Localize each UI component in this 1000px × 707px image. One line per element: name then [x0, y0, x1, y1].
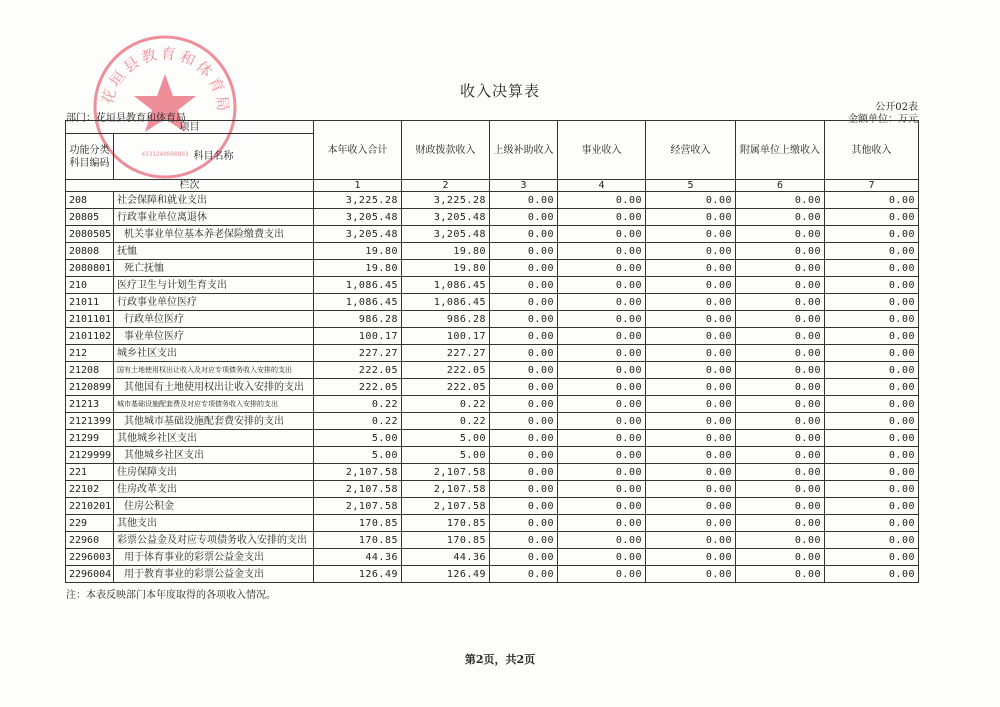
- amount-cell: 1,086.45: [402, 294, 490, 311]
- function-code: 210: [66, 277, 114, 294]
- col-number: 3: [490, 180, 558, 192]
- amount-cell: 0.00: [736, 260, 825, 277]
- header-subject-name: 科目名称: [114, 134, 314, 180]
- amount-cell: 0.00: [825, 209, 919, 226]
- amount-cell: 0.00: [736, 243, 825, 260]
- amount-cell: 0.00: [825, 328, 919, 345]
- amount-cell: 0.22: [314, 413, 402, 430]
- subject-name: 行政事业单位医疗: [114, 294, 314, 311]
- header-project: 项目: [66, 121, 314, 134]
- function-code: 208: [66, 192, 114, 209]
- amount-cell: 0.00: [736, 498, 825, 515]
- amount-cell: 0.00: [558, 515, 646, 532]
- col-number: 5: [646, 180, 736, 192]
- amount-cell: 0.00: [558, 277, 646, 294]
- amount-cell: 0.00: [558, 294, 646, 311]
- subject-name: 城市基础设施配套费及对应专项债务收入安排的支出: [114, 396, 314, 413]
- table-row: [66, 345, 919, 362]
- income-table: [65, 120, 919, 583]
- amount-cell: 0.00: [646, 515, 736, 532]
- amount-cell: 170.85: [402, 515, 490, 532]
- amount-cell: 0.00: [646, 277, 736, 294]
- amount-cell: 0.00: [646, 532, 736, 549]
- amount-cell: 222.05: [402, 379, 490, 396]
- table-row: [66, 549, 919, 566]
- amount-cell: 227.27: [314, 345, 402, 362]
- amount-cell: 2,107.58: [314, 481, 402, 498]
- amount-cell: 5.00: [402, 447, 490, 464]
- amount-cell: 0.00: [646, 430, 736, 447]
- amount-cell: 0.00: [558, 396, 646, 413]
- amount-cell: 0.00: [825, 362, 919, 379]
- amount-cell: 0.00: [558, 498, 646, 515]
- amount-cell: 0.00: [736, 447, 825, 464]
- amount-cell: 0.00: [736, 277, 825, 294]
- subject-name: 其他支出: [114, 515, 314, 532]
- table-row: [66, 498, 919, 515]
- amount-cell: 19.80: [402, 243, 490, 260]
- amount-cell: 0.00: [736, 311, 825, 328]
- amount-cell: 0.00: [646, 379, 736, 396]
- table-row: [66, 464, 919, 481]
- col-number: 2: [402, 180, 490, 192]
- amount-cell: 0.00: [558, 549, 646, 566]
- function-code: 2101102: [66, 328, 114, 345]
- col-number: 7: [825, 180, 919, 192]
- amount-cell: 19.80: [314, 243, 402, 260]
- amount-cell: 0.00: [490, 464, 558, 481]
- subject-name: 行政事业单位离退休: [114, 209, 314, 226]
- amount-cell: 5.00: [402, 430, 490, 447]
- amount-cell: 0.00: [490, 209, 558, 226]
- amount-cell: 0.00: [558, 226, 646, 243]
- col-number: 4: [558, 180, 646, 192]
- amount-cell: 0.00: [825, 515, 919, 532]
- table-row: [66, 294, 919, 311]
- subject-name: 事业单位医疗: [114, 328, 314, 345]
- amount-cell: 0.00: [646, 345, 736, 362]
- amount-cell: 0.00: [825, 549, 919, 566]
- subject-name: 其他国有土地使用权出让收入安排的支出: [114, 379, 314, 396]
- amount-cell: 3,225.28: [402, 192, 490, 209]
- amount-cell: 0.00: [825, 311, 919, 328]
- subject-name: 国有土地使用权出让收入及对应专项债务收入安排的支出: [114, 362, 314, 379]
- function-code: 221: [66, 464, 114, 481]
- amount-cell: 3,225.28: [314, 192, 402, 209]
- function-code: 2080505: [66, 226, 114, 243]
- amount-cell: 0.00: [490, 345, 558, 362]
- amount-cell: 0.00: [736, 209, 825, 226]
- function-code: 2120899: [66, 379, 114, 396]
- amount-cell: 0.00: [490, 328, 558, 345]
- amount-cell: 0.00: [558, 328, 646, 345]
- amount-cell: 0.00: [736, 464, 825, 481]
- amount-cell: 0.00: [490, 192, 558, 209]
- amount-cell: 0.00: [646, 243, 736, 260]
- subject-name: 其他城市基础设施配套费安排的支出: [114, 413, 314, 430]
- col-number: 1: [314, 180, 402, 192]
- table-row: [66, 243, 919, 260]
- amount-cell: 0.00: [558, 260, 646, 277]
- amount-cell: 0.00: [646, 328, 736, 345]
- amount-cell: 0.00: [490, 549, 558, 566]
- function-code: 2121399: [66, 413, 114, 430]
- amount-cell: 222.05: [314, 362, 402, 379]
- function-code: 20805: [66, 209, 114, 226]
- header-col-7: 其他收入: [825, 121, 919, 180]
- function-code: 2296003: [66, 549, 114, 566]
- amount-cell: 0.00: [646, 447, 736, 464]
- amount-cell: 0.00: [646, 226, 736, 243]
- header-col-3: 上级补助收入: [490, 121, 558, 180]
- amount-cell: 2,107.58: [402, 498, 490, 515]
- table-row: [66, 192, 919, 209]
- amount-cell: 0.00: [736, 515, 825, 532]
- table-row: [66, 447, 919, 464]
- amount-cell: 0.00: [490, 498, 558, 515]
- function-code: 2101101: [66, 311, 114, 328]
- amount-cell: 0.00: [490, 243, 558, 260]
- amount-cell: 1,086.45: [402, 277, 490, 294]
- amount-cell: 0.00: [736, 362, 825, 379]
- amount-cell: 0.00: [825, 498, 919, 515]
- header-col-6: 附属单位上缴收入: [736, 121, 825, 180]
- table-row: [66, 413, 919, 430]
- amount-cell: 986.28: [314, 311, 402, 328]
- amount-cell: 222.05: [402, 362, 490, 379]
- amount-cell: 0.00: [825, 277, 919, 294]
- function-code: 22102: [66, 481, 114, 498]
- amount-cell: 0.00: [736, 430, 825, 447]
- function-code: 21299: [66, 430, 114, 447]
- amount-cell: 1,086.45: [314, 294, 402, 311]
- table-body: [66, 192, 919, 583]
- table-row: [66, 515, 919, 532]
- table-row: [66, 209, 919, 226]
- amount-cell: 170.85: [314, 515, 402, 532]
- amount-cell: 0.00: [736, 396, 825, 413]
- subject-name: 机关事业单位基本养老保险缴费支出: [114, 226, 314, 243]
- header-col-4: 事业收入: [558, 121, 646, 180]
- function-code: 21011: [66, 294, 114, 311]
- amount-cell: 0.00: [490, 481, 558, 498]
- subject-name: 行政单位医疗: [114, 311, 314, 328]
- table-row: [66, 532, 919, 549]
- amount-cell: 5.00: [314, 447, 402, 464]
- amount-cell: 0.00: [825, 464, 919, 481]
- amount-cell: 3,205.48: [402, 209, 490, 226]
- table-row: [66, 481, 919, 498]
- amount-cell: 100.17: [314, 328, 402, 345]
- table-row: [66, 277, 919, 294]
- amount-cell: 0.00: [736, 345, 825, 362]
- amount-cell: 0.00: [825, 481, 919, 498]
- amount-cell: 0.00: [490, 294, 558, 311]
- table-row: [66, 260, 919, 277]
- amount-cell: 0.00: [736, 192, 825, 209]
- subject-name: 社会保障和就业支出: [114, 192, 314, 209]
- amount-cell: 0.00: [558, 566, 646, 583]
- amount-cell: 5.00: [314, 430, 402, 447]
- subject-name: 住房改革支出: [114, 481, 314, 498]
- amount-cell: 227.27: [402, 345, 490, 362]
- amount-cell: 1,086.45: [314, 277, 402, 294]
- amount-cell: 126.49: [314, 566, 402, 583]
- amount-cell: 19.80: [402, 260, 490, 277]
- amount-cell: 0.00: [825, 294, 919, 311]
- subject-name: 彩票公益金及对应专项债务收入安排的支出: [114, 532, 314, 549]
- function-code: 2296004: [66, 566, 114, 583]
- amount-cell: 0.00: [825, 226, 919, 243]
- amount-cell: 0.00: [736, 566, 825, 583]
- amount-cell: 0.00: [558, 481, 646, 498]
- amount-cell: 0.00: [490, 430, 558, 447]
- amount-cell: 0.00: [646, 413, 736, 430]
- amount-cell: 0.00: [558, 413, 646, 430]
- subject-name: 住房保障支出: [114, 464, 314, 481]
- amount-cell: 0.00: [736, 294, 825, 311]
- table-row: [66, 396, 919, 413]
- amount-cell: 0.00: [825, 243, 919, 260]
- amount-cell: 0.00: [825, 566, 919, 583]
- amount-cell: 170.85: [402, 532, 490, 549]
- amount-cell: 0.00: [490, 396, 558, 413]
- page-number: 第2页，共2页: [464, 653, 536, 666]
- subject-name: 住房公积金: [114, 498, 314, 515]
- header-col-label: 栏次: [66, 180, 314, 192]
- amount-cell: 19.80: [314, 260, 402, 277]
- amount-cell: 0.00: [646, 481, 736, 498]
- amount-cell: 0.00: [490, 447, 558, 464]
- svg-text:4331240000803: 4331240000803: [141, 151, 189, 158]
- amount-cell: 0.00: [646, 549, 736, 566]
- amount-cell: 0.00: [558, 447, 646, 464]
- function-code: 21208: [66, 362, 114, 379]
- amount-cell: 0.00: [490, 413, 558, 430]
- amount-cell: 0.00: [646, 192, 736, 209]
- amount-cell: 0.00: [825, 379, 919, 396]
- amount-cell: 0.00: [558, 345, 646, 362]
- amount-cell: 0.00: [825, 447, 919, 464]
- amount-cell: 0.00: [558, 430, 646, 447]
- amount-cell: 0.00: [490, 311, 558, 328]
- subject-name: 医疗卫生与计划生育支出: [114, 277, 314, 294]
- amount-cell: 0.00: [558, 464, 646, 481]
- amount-cell: 0.00: [490, 277, 558, 294]
- function-code: 2210201: [66, 498, 114, 515]
- amount-cell: 100.17: [402, 328, 490, 345]
- amount-cell: 0.00: [646, 209, 736, 226]
- amount-cell: 0.22: [402, 396, 490, 413]
- table-row: [66, 328, 919, 345]
- amount-cell: 0.00: [490, 260, 558, 277]
- amount-cell: 3,205.48: [314, 226, 402, 243]
- amount-cell: 3,205.48: [402, 226, 490, 243]
- amount-cell: 0.00: [646, 498, 736, 515]
- amount-cell: 0.00: [736, 413, 825, 430]
- amount-cell: 0.00: [646, 260, 736, 277]
- subject-name: 城乡社区支出: [114, 345, 314, 362]
- header-func-code: 功能分类科目编码: [66, 134, 114, 180]
- amount-cell: 2,107.58: [314, 464, 402, 481]
- amount-cell: 0.00: [825, 192, 919, 209]
- amount-cell: 0.00: [646, 362, 736, 379]
- amount-cell: 0.22: [402, 413, 490, 430]
- amount-cell: 2,107.58: [314, 498, 402, 515]
- amount-cell: 0.00: [646, 566, 736, 583]
- subject-name: 用于教育事业的彩票公益金支出: [114, 566, 314, 583]
- amount-cell: 0.00: [490, 379, 558, 396]
- amount-cell: 0.00: [558, 532, 646, 549]
- amount-cell: 0.00: [646, 464, 736, 481]
- amount-cell: 0.00: [558, 311, 646, 328]
- amount-cell: 0.00: [825, 532, 919, 549]
- amount-cell: 0.00: [558, 243, 646, 260]
- function-code: 22960: [66, 532, 114, 549]
- function-code: 229: [66, 515, 114, 532]
- amount-cell: 0.00: [490, 362, 558, 379]
- function-code: 2080801: [66, 260, 114, 277]
- subject-name: 抚恤: [114, 243, 314, 260]
- amount-cell: 0.00: [490, 566, 558, 583]
- amount-cell: 0.00: [490, 226, 558, 243]
- department-label: 部门：花垣县教育和体育局: [66, 113, 186, 124]
- header-col-1: 本年收入合计: [314, 121, 402, 180]
- amount-cell: 3,205.48: [314, 209, 402, 226]
- header-col-2: 财政拨款收入: [402, 121, 490, 180]
- amount-cell: 0.00: [558, 209, 646, 226]
- amount-cell: 0.00: [736, 328, 825, 345]
- amount-cell: 0.00: [490, 532, 558, 549]
- amount-cell: 0.00: [490, 515, 558, 532]
- form-number: 公开02表: [875, 102, 918, 113]
- amount-cell: 0.00: [558, 192, 646, 209]
- col-number: 6: [736, 180, 825, 192]
- amount-cell: 0.00: [825, 260, 919, 277]
- subject-name: 用于体育事业的彩票公益金支出: [114, 549, 314, 566]
- amount-cell: 0.00: [558, 362, 646, 379]
- amount-cell: 0.00: [646, 294, 736, 311]
- amount-cell: 0.00: [825, 430, 919, 447]
- table-note: 注：本表反映部门本年度取得的各项收入情况。: [66, 590, 276, 601]
- amount-cell: 0.00: [736, 532, 825, 549]
- amount-cell: 0.00: [825, 413, 919, 430]
- function-code: 2129999: [66, 447, 114, 464]
- table-row: [66, 430, 919, 447]
- function-code: 20808: [66, 243, 114, 260]
- amount-cell: 0.00: [736, 481, 825, 498]
- amount-cell: 170.85: [314, 532, 402, 549]
- amount-cell: 44.36: [402, 549, 490, 566]
- header-col-5: 经营收入: [646, 121, 736, 180]
- amount-cell: 126.49: [402, 566, 490, 583]
- svg-text:花垣县教育和体育局: 花垣县教育和体育局: [98, 44, 233, 116]
- amount-unit: 金额单位：万元: [848, 114, 918, 125]
- table-row: [66, 311, 919, 328]
- amount-cell: 2,107.58: [402, 481, 490, 498]
- subject-name: 死亡抚恤: [114, 260, 314, 277]
- amount-cell: 0.00: [736, 549, 825, 566]
- amount-cell: 222.05: [314, 379, 402, 396]
- amount-cell: 0.00: [736, 226, 825, 243]
- amount-cell: 0.22: [314, 396, 402, 413]
- amount-cell: 0.00: [736, 379, 825, 396]
- subject-name: 其他城乡社区支出: [114, 430, 314, 447]
- amount-cell: 0.00: [825, 396, 919, 413]
- table-row: [66, 362, 919, 379]
- function-code: 21213: [66, 396, 114, 413]
- amount-cell: 0.00: [646, 311, 736, 328]
- table-row: [66, 226, 919, 243]
- function-code: 212: [66, 345, 114, 362]
- amount-cell: 0.00: [646, 396, 736, 413]
- amount-cell: 2,107.58: [402, 464, 490, 481]
- subject-name: 其他城乡社区支出: [114, 447, 314, 464]
- amount-cell: 0.00: [558, 379, 646, 396]
- table-row: [66, 566, 919, 583]
- amount-cell: 986.28: [402, 311, 490, 328]
- table-row: [66, 379, 919, 396]
- amount-cell: 0.00: [825, 345, 919, 362]
- amount-cell: 44.36: [314, 549, 402, 566]
- page-title: 收入决算表: [459, 82, 540, 100]
